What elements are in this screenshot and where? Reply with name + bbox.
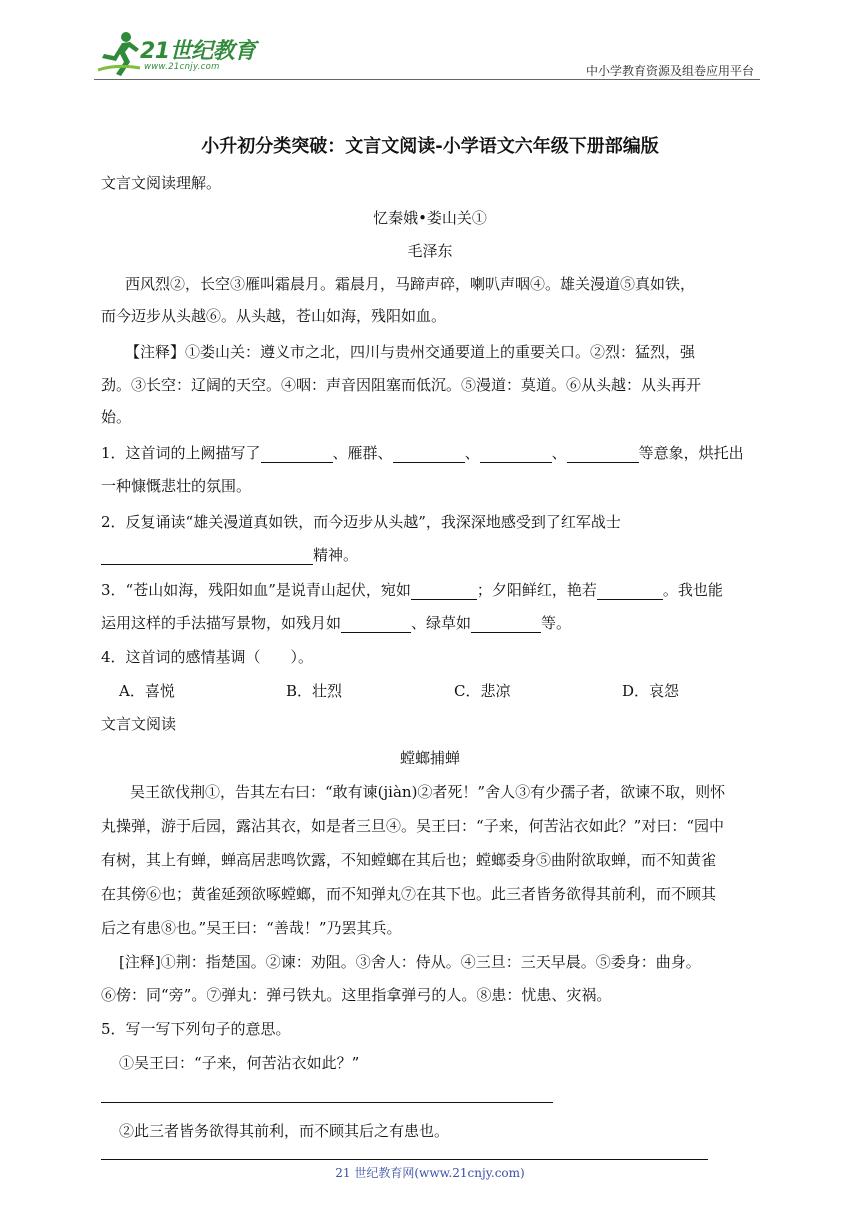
note-line: 【注释】①娄山关：遵义市之北，四川与贵州交通要道上的重要关口。②烈：猛烈，强 [125, 343, 696, 361]
q2-text: 精神。 [313, 546, 359, 564]
page-footer: 21 世纪教育网(www.21cnjy.com) [335, 1166, 525, 1180]
poem-line: 西风烈②，长空③雁叫霜晨月。霜晨月，马蹄声碎，喇叭声咽④。雄关漫道⑤真如铁， [125, 275, 696, 293]
q1-text: 、 [551, 444, 567, 462]
answer-blank[interactable] [411, 583, 477, 600]
poem-line: 而今迈步从头越⑥。从头越，苍山如海，残阳如血。 [101, 307, 447, 325]
answer-blank[interactable] [471, 616, 541, 633]
q3-text: 运用这样的手法描写景物，如残月如 [101, 614, 342, 632]
q3-text: 等。 [541, 614, 572, 632]
option-d[interactable]: D．哀怨 [622, 682, 680, 700]
platform-name: 中小学教育资源及组卷应用平台 [585, 64, 754, 78]
header-divider [94, 79, 760, 80]
question-5: 5．写一写下列句子的意思。 [101, 1020, 291, 1038]
answer-line[interactable] [101, 1102, 553, 1103]
story-title: 螳螂捕蝉 [399, 749, 460, 767]
q3-text: 3．“苍山如海，残阳如血”是说青山起伏，宛如 [101, 581, 411, 599]
poem-title: 忆秦娥•娄山关① [373, 209, 487, 227]
runner-logo-icon [96, 30, 142, 78]
q1-text: 1．这首词的上阙描写了 [101, 444, 261, 462]
answer-blank[interactable] [597, 583, 663, 600]
question-3 [101, 580, 763, 600]
story-line: 在其傍⑥也；黄雀延颈欲啄螳螂，而不知弹丸⑦在其下也。此三者皆务欲得其前利，而不顾其 [101, 885, 717, 903]
q1-text: 等意象，烘托出 [638, 444, 744, 462]
question-1-cont: 一种慷慨悲壮的氛围。 [101, 477, 252, 495]
answer-blank[interactable] [341, 616, 411, 633]
answer-blank[interactable] [567, 446, 639, 463]
logo-url: www.21cnjy.com [144, 62, 220, 72]
logo [96, 30, 266, 80]
q1-text: 、雁群、 [332, 444, 393, 462]
story-line: 丸操弹，游于后园，露沾其衣，如是者三旦④。吴王曰：“子来，何苦沾衣如此？”对曰：“园中 [101, 817, 725, 835]
question-5-2: ②此三者皆务欲得其前利，而不顾其后之有患也。 [119, 1122, 450, 1140]
story-line: 吴王欲伐荆①，告其左右曰：“敢有谏(jiàn)②者死！”舍人③有少孺子者，欲谏不取，则怀 [130, 783, 726, 801]
footer-divider [101, 1159, 708, 1160]
page-title: 小升初分类突破：文言文阅读-小学语文六年级下册部编版 [201, 136, 659, 157]
story-note: [注释]①荆：指楚国。②谏：劝阻。③舍人：侍从。④三旦：三天早晨。⑤委身：曲身。 [119, 953, 701, 971]
poem-author: 毛泽东 [407, 242, 453, 260]
section2-instruction: 文言文阅读 [101, 715, 177, 733]
answer-blank[interactable] [261, 446, 333, 463]
question-3-cont [101, 613, 763, 633]
question-2: 2．反复诵读“雄关漫道真如铁，而今迈步从头越”，我深深地感受到了红军战士 [101, 513, 621, 531]
question-5-1: ①吴王曰：“子来，何苦沾衣如此？” [119, 1054, 360, 1072]
logo-text: 21世纪教育 [140, 39, 256, 64]
q3-text: 。我也能 [662, 581, 723, 599]
page-header [96, 30, 760, 82]
answer-blank[interactable] [480, 446, 552, 463]
story-line: 后之有患⑧也。”吴王曰：“善哉！”乃罢其兵。 [101, 919, 402, 937]
q3-text: 、绿草如 [411, 614, 472, 632]
question-1 [101, 443, 763, 463]
note-line: 始。 [101, 408, 132, 426]
note-line: 劲。③长空：辽阔的天空。④咽：声音因阻塞而低沉。⑤漫道：莫道。⑥从头越：从头再开 [101, 376, 702, 394]
q3-text: ；夕阳鲜红，艳若 [476, 581, 597, 599]
story-note: ⑥傍：同“旁”。⑦弹丸：弹弓铁丸。这里指拿弹弓的人。⑧患：忧患、灾祸。 [101, 986, 612, 1004]
option-a[interactable]: A．喜悦 [119, 682, 175, 700]
answer-blank[interactable] [101, 548, 313, 565]
story-line: 有树，其上有蝉，蝉高居悲鸣饮露，不知螳螂在其后也；螳螂委身⑤曲附欲取蝉，而不知黄雀 [101, 851, 717, 869]
question-4: 4．这首词的感情基调（ ）。 [101, 648, 314, 666]
option-b[interactable]: B．壮烈 [286, 682, 343, 700]
answer-blank[interactable] [393, 446, 465, 463]
section1-instruction: 文言文阅读理解。 [101, 174, 222, 192]
q1-text: 、 [464, 444, 480, 462]
option-c[interactable]: C．悲凉 [454, 682, 511, 700]
question-2-cont [101, 545, 763, 565]
